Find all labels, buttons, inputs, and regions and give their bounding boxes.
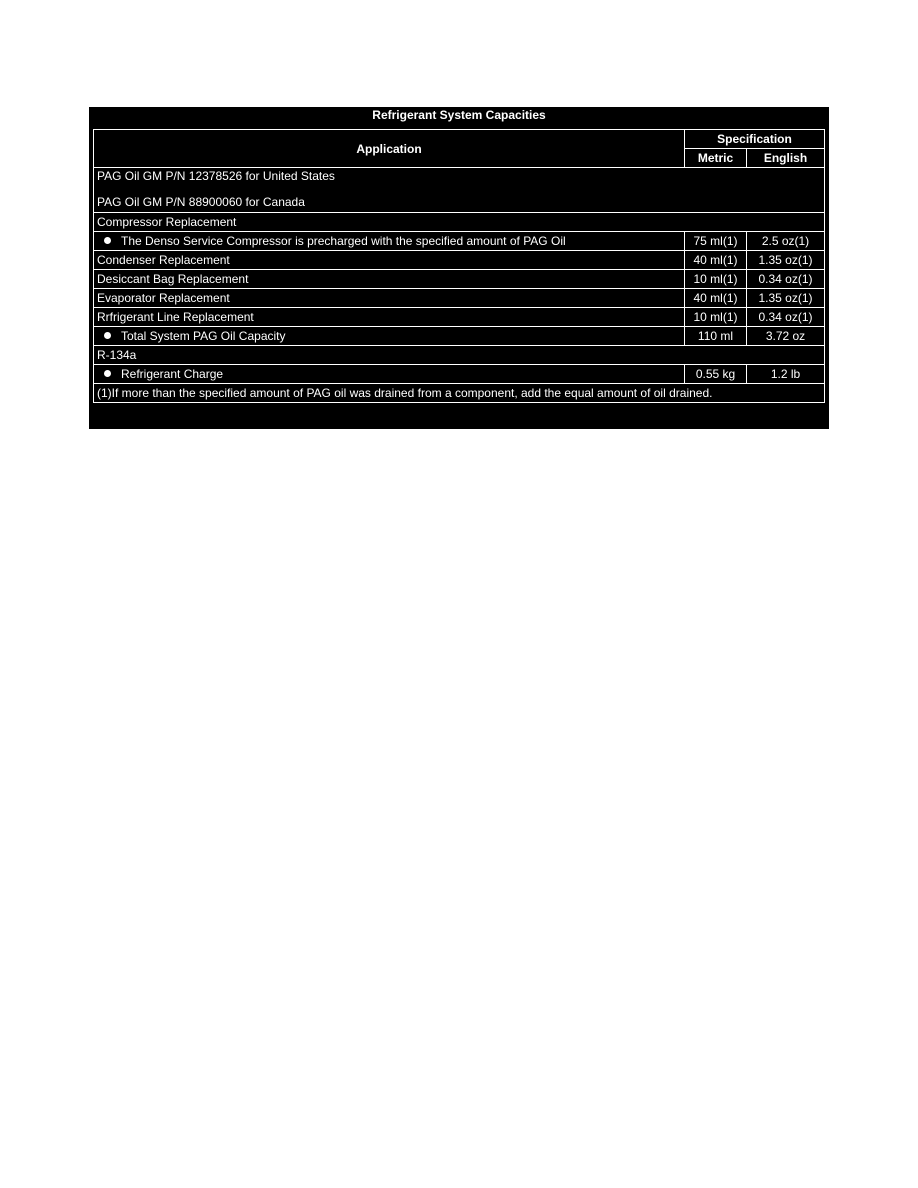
pag-oil-canada: PAG Oil GM P/N 88900060 for Canada bbox=[97, 195, 305, 209]
row-english: 2.5 oz(1) bbox=[747, 232, 825, 251]
refrigerant-section-label: R-134a bbox=[94, 346, 825, 365]
table-row bbox=[94, 308, 825, 327]
row-label-text: Total System PAG Oil Capacity bbox=[121, 329, 286, 343]
bullet-icon bbox=[104, 237, 111, 244]
row-english: 1.35 oz(1) bbox=[747, 289, 825, 308]
table-row bbox=[94, 365, 825, 384]
pag-oil-us: PAG Oil GM P/N 12378526 for United States bbox=[97, 169, 335, 183]
row-label: Evaporator Replacement bbox=[94, 289, 685, 308]
row-english: 1.35 oz(1) bbox=[747, 251, 825, 270]
row-label-text: Refrigerant Charge bbox=[121, 367, 224, 381]
table-row bbox=[94, 327, 825, 346]
row-english: 1.2 lb bbox=[747, 365, 825, 384]
row-metric: 10 ml(1) bbox=[685, 308, 747, 327]
table-title: Refrigerant System Capacities bbox=[372, 108, 546, 122]
row-label: Desiccant Bag Replacement bbox=[94, 270, 685, 289]
table-row bbox=[94, 270, 825, 289]
row-metric: 40 ml(1) bbox=[685, 289, 747, 308]
footnote: (1)If more than the specified amount of PAG oil was drained from a component, add the equal amount of oil drained. bbox=[94, 384, 825, 403]
row-metric: 40 ml(1) bbox=[685, 251, 747, 270]
row-english: 3.72 oz bbox=[747, 327, 825, 346]
row-english: 0.34 oz(1) bbox=[747, 270, 825, 289]
header-metric: Metric bbox=[685, 149, 747, 168]
compressor-section-label: Compressor Replacement bbox=[94, 213, 825, 232]
row-english: 0.34 oz(1) bbox=[747, 308, 825, 327]
row-label-text: The Denso Service Compressor is precharged with the specified amount of PAG Oil bbox=[121, 234, 566, 248]
table-row bbox=[94, 213, 825, 232]
refrigerant-capacities-table bbox=[89, 107, 829, 429]
header-application: Application bbox=[94, 130, 685, 168]
bullet-icon bbox=[104, 332, 111, 339]
table-row bbox=[94, 346, 825, 365]
header-english: English bbox=[747, 149, 825, 168]
row-label bbox=[94, 232, 685, 251]
row-metric: 0.55 kg bbox=[685, 365, 747, 384]
pag-oil-cell bbox=[94, 168, 825, 213]
table-row bbox=[94, 384, 825, 403]
table-row bbox=[94, 289, 825, 308]
header-specification: Specification bbox=[685, 130, 825, 149]
row-label: Condenser Replacement bbox=[94, 251, 685, 270]
row-metric: 75 ml(1) bbox=[685, 232, 747, 251]
row-label: Rrfrigerant Line Replacement bbox=[94, 308, 685, 327]
table-row bbox=[94, 168, 825, 213]
row-label bbox=[94, 365, 685, 384]
row-label bbox=[94, 327, 685, 346]
table-row bbox=[94, 232, 825, 251]
row-metric: 110 ml bbox=[685, 327, 747, 346]
bullet-icon bbox=[104, 370, 111, 377]
row-metric: 10 ml(1) bbox=[685, 270, 747, 289]
table-row bbox=[94, 251, 825, 270]
spec-table bbox=[93, 129, 825, 403]
